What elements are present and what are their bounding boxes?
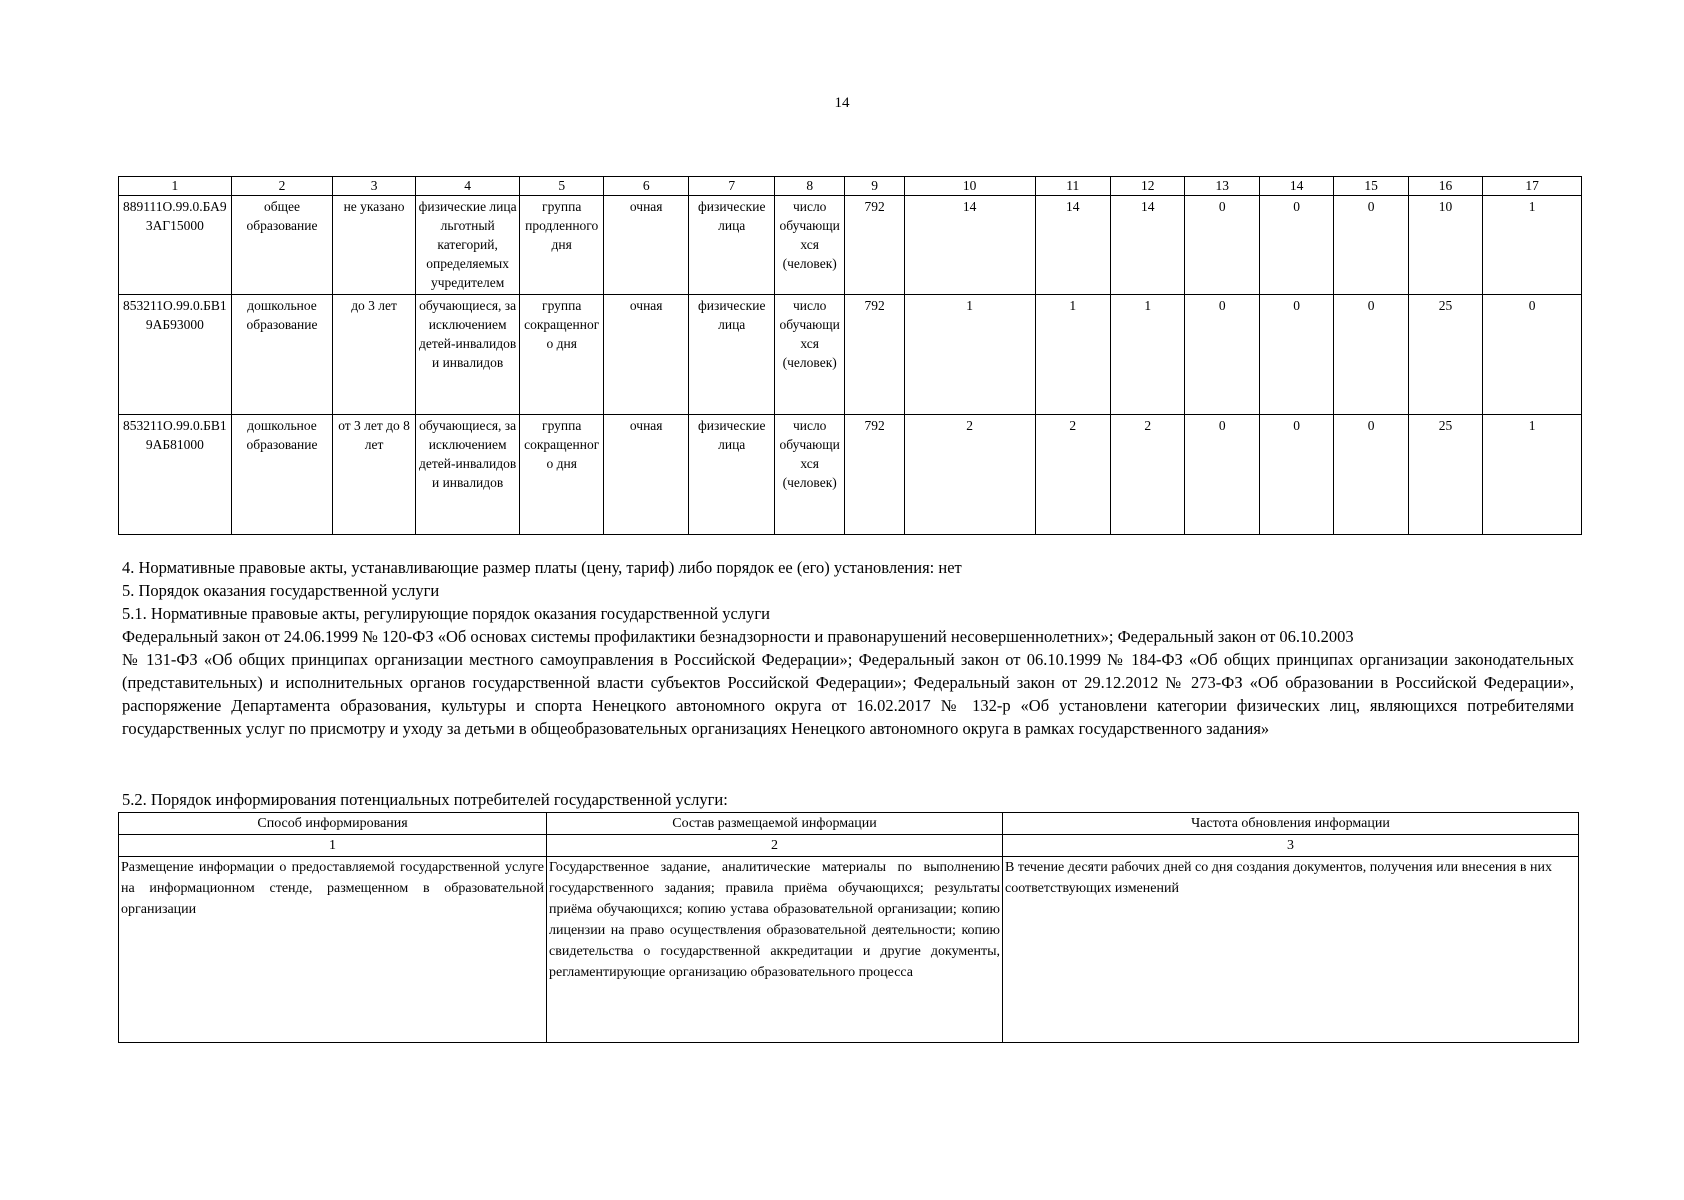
law-list-line-1: Федеральный закон от 24.06.1999 № 120-ФЗ «Об основах системы профилактики безнадзорности и правонарушений несовершеннолетних»; Федеральный закон от 06.10.2003 (122, 627, 1354, 646)
table-cell: 0 (1259, 295, 1333, 415)
column-number: 15 (1334, 177, 1408, 196)
table-cell: очная (603, 415, 689, 535)
column-number: 2 (231, 177, 333, 196)
column-number: 5 (520, 177, 604, 196)
table-cell: 1 (1035, 295, 1110, 415)
table-cell: 2 (1035, 415, 1110, 535)
column-number: 4 (415, 177, 520, 196)
table-cell: общее образование (231, 196, 333, 295)
table-cell: 2 (904, 415, 1035, 535)
table-cell: 1 (1483, 196, 1582, 295)
column-number: 3 (1003, 835, 1579, 857)
table-cell: физические лица (689, 295, 775, 415)
informing-data-row (119, 857, 1579, 1043)
table-cell: очная (603, 295, 689, 415)
table-cell: физические лица (689, 196, 775, 295)
table-cell: 792 (845, 415, 904, 535)
table-cell: 0 (1185, 415, 1259, 535)
table-cell: 25 (1408, 295, 1482, 415)
column-number: 14 (1259, 177, 1333, 196)
table-cell: дошкольное образование (231, 295, 333, 415)
table-cell: дошкольное образование (231, 415, 333, 535)
column-number: 16 (1408, 177, 1482, 196)
column-number: 10 (904, 177, 1035, 196)
table-cell: 792 (845, 196, 904, 295)
law-list: № 131-ФЗ «Об общих принципах организации местного самоуправления в Российской Федерации»; Федеральный закон от 06.10.1999 № 184-ФЗ «Об общих принципах организации законодательных (представительных) и исполнительных органов государственной власти субъектов Российской Федерации»; Федеральный закон от 29.12.2012 № 273-ФЗ «Об образовании в Российской Федерации», распоряжение Департамента образования, культуры и спорта Ненецкого автономного округа от 16.02.2017 № 132-р «Об установлени категории физических лиц, являющихся потребителями государственных услуг по присмотру и уходу за детьми в общеобразовательных организациях Ненецкого автономного округа в рамках государственного задания» (122, 650, 1574, 738)
paragraph-5-1: 5.1. Нормативные правовые акты, регулирующие порядок оказания государственной услуги (122, 604, 770, 623)
table-cell: группа сокращенного дня (520, 415, 604, 535)
table-cell: число обучающихся (человек) (774, 295, 844, 415)
table-cell: 0 (1259, 415, 1333, 535)
table-cell: 792 (845, 295, 904, 415)
informing-table (118, 812, 1579, 1043)
table-cell: 889111О.99.0.БА93АГ15000 (119, 196, 232, 295)
table-cell: до 3 лет (333, 295, 416, 415)
table-cell: 0 (1259, 196, 1333, 295)
service-volume-table (118, 176, 1582, 535)
column-number: 6 (603, 177, 689, 196)
table-row (119, 295, 1582, 415)
table-cell: физические лица (689, 415, 775, 535)
column-number: 1 (119, 177, 232, 196)
paragraph-4: 4. Нормативные правовые акты, устанавливающие размер платы (цену, тариф) либо порядок ее (его) установления: нет (122, 558, 962, 577)
table-cell: 1 (1483, 415, 1582, 535)
table-cell: от 3 лет до 8 лет (333, 415, 416, 535)
column-number: 12 (1111, 177, 1185, 196)
table-cell: 1 (904, 295, 1035, 415)
column-number: 3 (333, 177, 416, 196)
table-cell: 0 (1185, 196, 1259, 295)
table-row (119, 415, 1582, 535)
table-cell: 14 (1111, 196, 1185, 295)
table-cell: физические лица льготный категорий, определяемых учредителем (415, 196, 520, 295)
column-number: 17 (1483, 177, 1582, 196)
table-cell: 1 (1111, 295, 1185, 415)
text-section (122, 556, 1574, 740)
table-cell: 25 (1408, 415, 1482, 535)
column-number: 11 (1035, 177, 1110, 196)
table-cell: 2 (1111, 415, 1185, 535)
table-cell: 14 (904, 196, 1035, 295)
table-row (119, 196, 1582, 295)
column-number: 9 (845, 177, 904, 196)
informing-number-row (119, 835, 1579, 857)
header-method: Способ информирования (119, 813, 547, 835)
column-number: 8 (774, 177, 844, 196)
table-cell: 0 (1334, 295, 1408, 415)
table-cell: 10 (1408, 196, 1482, 295)
table-cell: 0 (1334, 415, 1408, 535)
table-cell: 0 (1483, 295, 1582, 415)
table-cell: 853211О.99.0.БВ19АБ81000 (119, 415, 232, 535)
table-cell: 0 (1334, 196, 1408, 295)
table-cell: 853211О.99.0.БВ19АБ93000 (119, 295, 232, 415)
table-cell: число обучающихся (человек) (774, 196, 844, 295)
table-cell: очная (603, 196, 689, 295)
paragraph-5: 5. Порядок оказания государственной услуги (122, 581, 440, 600)
header-content: Состав размещаемой информации (547, 813, 1003, 835)
table-cell: число обучающихся (человек) (774, 415, 844, 535)
paragraph-5-2: 5.2. Порядок информирования потенциальных потребителей государственной услуги: (122, 790, 728, 809)
table-cell: обучающиеся, за исключением детей-инвалидов и инвалидов (415, 415, 520, 535)
informing-header-row (119, 813, 1579, 835)
table-cell: 14 (1035, 196, 1110, 295)
column-number: 1 (119, 835, 547, 857)
informing-frequency-cell: В течение десяти рабочих дней со дня создания документов, получения или внесения в них соответствующих изменений (1003, 857, 1579, 1043)
table-cell: 0 (1185, 295, 1259, 415)
informing-content-cell: Государственное задание, аналитические материалы по выполнению государственного задания; правила приёма обучающихся; результаты приёма обучающихся; копию устава образовательной организации; копию лицензии на право осуществления образовательной деятельности; копию свидетельства о государственной аккредитации и другие документы, регламентирующие организацию образовательного процесса (547, 857, 1003, 1043)
column-number: 13 (1185, 177, 1259, 196)
column-number: 2 (547, 835, 1003, 857)
table-cell: группа сокращенного дня (520, 295, 604, 415)
table-cell: не указано (333, 196, 416, 295)
table-cell: обучающиеся, за исключением детей-инвалидов и инвалидов (415, 295, 520, 415)
table-cell: группа продленного дня (520, 196, 604, 295)
page-number: 14 (834, 95, 850, 111)
informing-method-cell: Размещение информации о предоставляемой государственной услуге на информационном стенде, размещенном в образовательной организации (119, 857, 547, 1043)
header-frequency: Частота обновления информации (1003, 813, 1579, 835)
column-number: 7 (689, 177, 775, 196)
column-number-row (119, 177, 1582, 196)
